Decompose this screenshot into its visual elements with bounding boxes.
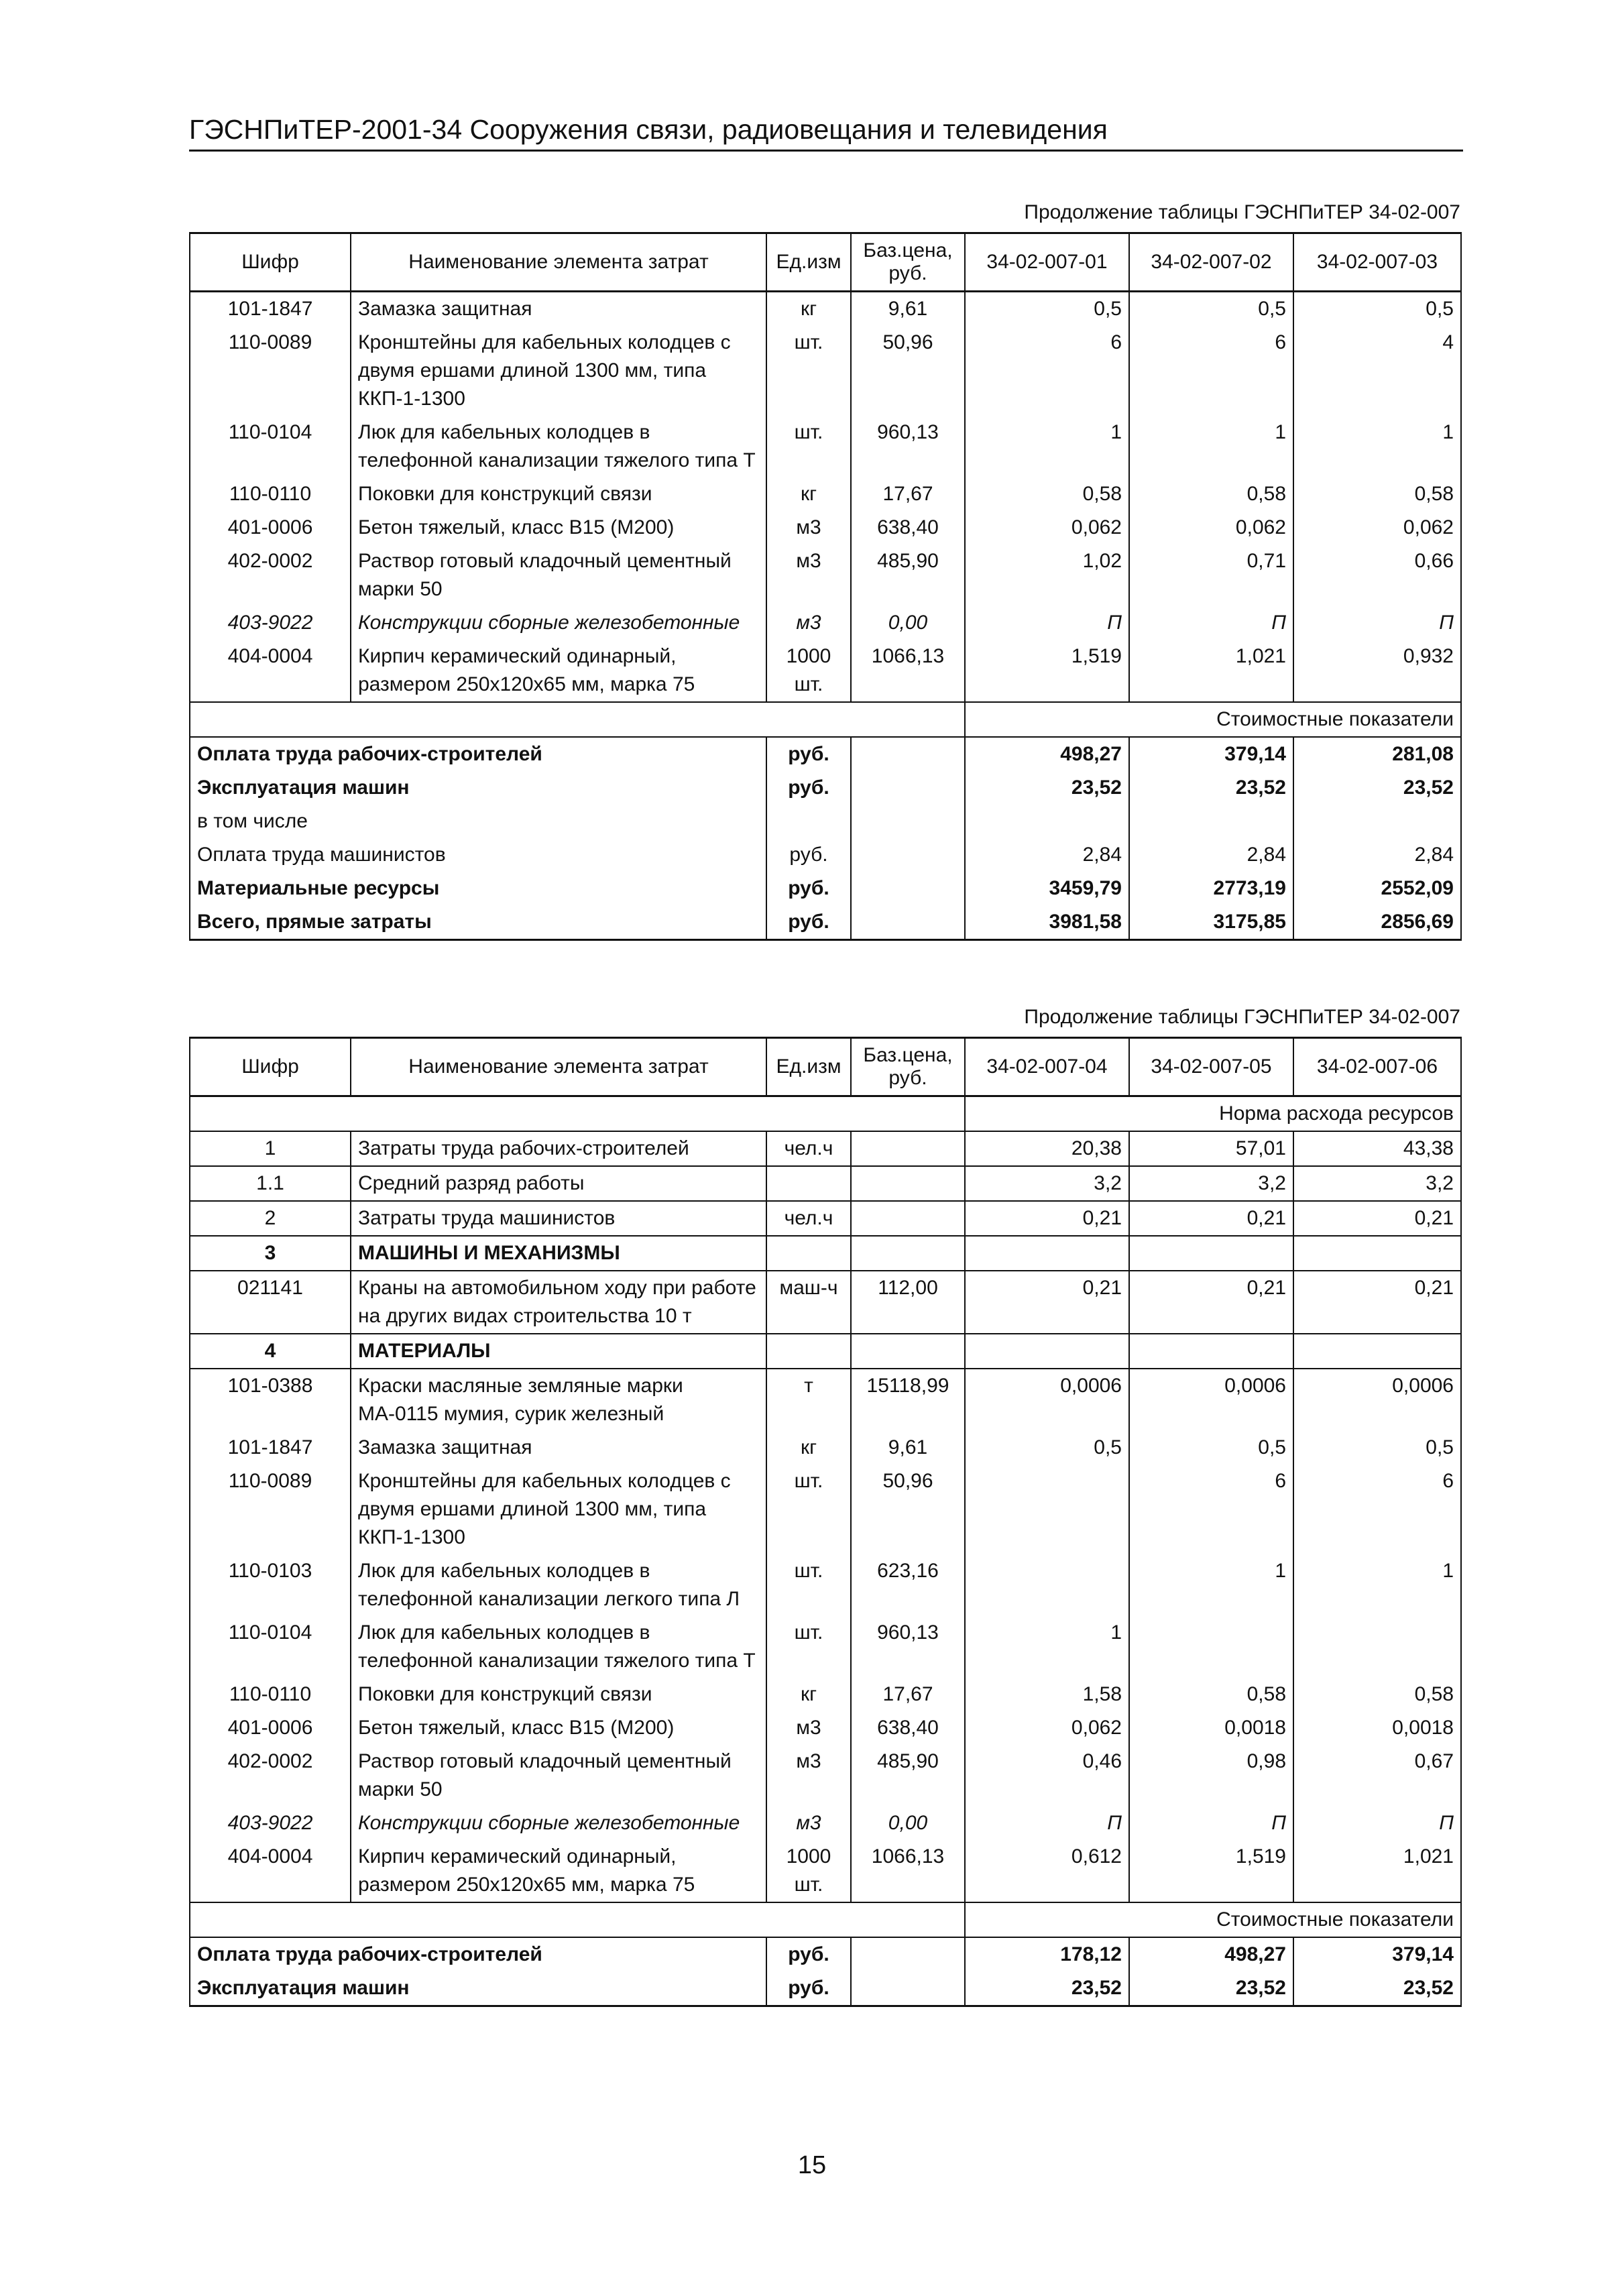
cell-v2: 0,21: [1129, 1271, 1293, 1334]
cell-v1: 1: [965, 416, 1129, 477]
cell-v1: 0,062: [965, 1711, 1129, 1745]
cell-v2: 0,0006: [1129, 1369, 1293, 1431]
cell-code: 110-0089: [190, 326, 351, 416]
col-header-norm-4: 34-02-007-04: [965, 1038, 1129, 1096]
summary-price: [851, 771, 965, 805]
summary-label: Оплата труда машинистов: [190, 838, 766, 872]
cell-name: Затраты труда рабочих-строителей: [351, 1131, 766, 1166]
summary-price: [851, 872, 965, 905]
table-row: [190, 1131, 1461, 1166]
cell-unit: [766, 1334, 851, 1369]
norm-label-row: [190, 1096, 1461, 1132]
cell-v3: 6: [1293, 1465, 1461, 1554]
cell-v2: [1129, 1616, 1293, 1678]
table-row: [190, 511, 1461, 544]
summary-v2: 23,52: [1129, 771, 1293, 805]
summary-v3: [1293, 805, 1461, 838]
cell-price: 0,00: [851, 606, 965, 640]
cell-v3: 0,932: [1293, 640, 1461, 702]
cell-unit: кг: [766, 1678, 851, 1711]
cell-price: 112,00: [851, 1271, 965, 1334]
cell-v1: 0,0006: [965, 1369, 1129, 1431]
cell-price: 15118,99: [851, 1369, 965, 1431]
summary-unit: руб.: [766, 1971, 851, 2006]
summary-price: [851, 905, 965, 940]
summary-unit: руб.: [766, 737, 851, 771]
cell-v1: 20,38: [965, 1131, 1129, 1166]
summary-label: в том числе: [190, 805, 766, 838]
cell-v3: 0,5: [1293, 1431, 1461, 1465]
cell-price: 50,96: [851, 326, 965, 416]
summary-v1: 2,84: [965, 838, 1129, 872]
table-row: [190, 477, 1461, 511]
cell-price: [851, 1131, 965, 1166]
cell-v2: 0,5: [1129, 1431, 1293, 1465]
cell-price: 17,67: [851, 477, 965, 511]
summary-row: [190, 771, 1461, 805]
col-header-unit: Ед.изм: [766, 1038, 851, 1096]
cell-price: 960,13: [851, 416, 965, 477]
cell-code: 403-9022: [190, 606, 351, 640]
cell-v1: 3,2: [965, 1166, 1129, 1201]
cell-code: 401-0006: [190, 511, 351, 544]
cell-v3: [1293, 1236, 1461, 1271]
col-header-price: Баз.цена, руб.: [851, 1038, 965, 1096]
table-row: [190, 1431, 1461, 1465]
summary-v1: 178,12: [965, 1937, 1129, 1971]
cell-v2: 1: [1129, 1554, 1293, 1616]
cell-v1: 0,5: [965, 1431, 1129, 1465]
cell-unit: 1000 шт.: [766, 640, 851, 702]
cell-price: 485,90: [851, 544, 965, 606]
cell-unit: шт.: [766, 326, 851, 416]
summary-v3: 281,08: [1293, 737, 1461, 771]
cell-price: 17,67: [851, 1678, 965, 1711]
spacer-cell: [190, 702, 965, 737]
summary-unit: руб.: [766, 838, 851, 872]
spacer-cell: [190, 1096, 965, 1132]
cell-code: 110-0104: [190, 416, 351, 477]
cell-code: 110-0110: [190, 1678, 351, 1711]
cell-name: Краны на автомобильном ходу при работе на других видах строительства 10 т: [351, 1271, 766, 1334]
cell-unit: м3: [766, 606, 851, 640]
cell-v2: 57,01: [1129, 1131, 1293, 1166]
table-row: [190, 1369, 1461, 1431]
cell-v3: 0,67: [1293, 1745, 1461, 1806]
summary-label: Оплата труда рабочих-строителей: [190, 1937, 766, 1971]
cell-price: [851, 1166, 965, 1201]
cell-price: 1066,13: [851, 1840, 965, 1902]
col-header-norm-3: 34-02-007-03: [1293, 233, 1461, 292]
cell-name: Конструкции сборные железобетонные: [351, 1806, 766, 1840]
cell-code: 021141: [190, 1271, 351, 1334]
cell-code: 4: [190, 1334, 351, 1369]
cell-name: Затраты труда машинистов: [351, 1201, 766, 1236]
section-label: Стоимостные показатели: [965, 1902, 1461, 1937]
cell-unit: м3: [766, 1711, 851, 1745]
cell-v3: 0,0018: [1293, 1711, 1461, 1745]
cell-price: 623,16: [851, 1554, 965, 1616]
cell-code: 404-0004: [190, 1840, 351, 1902]
summary-unit: [766, 805, 851, 838]
table-row: [190, 1201, 1461, 1236]
cell-price: [851, 1334, 965, 1369]
summary-v2: [1129, 805, 1293, 838]
cell-v2: 1: [1129, 416, 1293, 477]
cell-price: 9,61: [851, 292, 965, 327]
cell-v1: 0,21: [965, 1201, 1129, 1236]
summary-unit: руб.: [766, 872, 851, 905]
cell-code: 401-0006: [190, 1711, 351, 1745]
cell-unit: шт.: [766, 1465, 851, 1554]
cell-name: Краски масляные земляные марки МА-0115 мумия, сурик железный: [351, 1369, 766, 1431]
cell-v1: 0,5: [965, 292, 1129, 327]
cell-code: 404-0004: [190, 640, 351, 702]
cell-code: 110-0103: [190, 1554, 351, 1616]
table-row: [190, 640, 1461, 702]
summary-v1: 23,52: [965, 1971, 1129, 2006]
summary-v1: [965, 805, 1129, 838]
cell-v3: 1,021: [1293, 1840, 1461, 1902]
cell-v3: 3,2: [1293, 1166, 1461, 1201]
table-row: [190, 1334, 1461, 1369]
cell-v3: 0,21: [1293, 1271, 1461, 1334]
col-header-norm-1: 34-02-007-01: [965, 233, 1129, 292]
cell-v2: [1129, 1236, 1293, 1271]
cell-name: Средний разряд работы: [351, 1166, 766, 1201]
cell-v2: 0,21: [1129, 1201, 1293, 1236]
cell-code: 101-1847: [190, 292, 351, 327]
cell-name: Раствор готовый кладочный цементный марки 50: [351, 1745, 766, 1806]
summary-price: [851, 1937, 965, 1971]
cell-name: Кронштейны для кабельных колодцев с двумя ершами длиной 1300 мм, типа ККП-1-1300: [351, 326, 766, 416]
summary-row: [190, 737, 1461, 771]
summary-unit: руб.: [766, 771, 851, 805]
cell-name: Замазка защитная: [351, 292, 766, 327]
summary-v2: 2,84: [1129, 838, 1293, 872]
resource-table-1: [189, 232, 1462, 941]
page-header: ГЭСНПиТЕР-2001-34 Сооружения связи, радиовещания и телевидения: [189, 114, 1463, 152]
cell-v2: 0,58: [1129, 1678, 1293, 1711]
summary-v2: 498,27: [1129, 1937, 1293, 1971]
cell-v2: 6: [1129, 1465, 1293, 1554]
cell-code: 101-0388: [190, 1369, 351, 1431]
summary-row: [190, 872, 1461, 905]
summary-label: Оплата труда рабочих-строителей: [190, 737, 766, 771]
cell-unit: 1000 шт.: [766, 1840, 851, 1902]
table-row: [190, 1745, 1461, 1806]
cell-name: Конструкции сборные железобетонные: [351, 606, 766, 640]
cell-unit: маш-ч: [766, 1271, 851, 1334]
cell-unit: шт.: [766, 1554, 851, 1616]
cell-unit: м3: [766, 511, 851, 544]
cell-name: Бетон тяжелый, класс В15 (М200): [351, 1711, 766, 1745]
cell-v1: [965, 1465, 1129, 1554]
cell-price: 960,13: [851, 1616, 965, 1678]
summary-unit: руб.: [766, 1937, 851, 1971]
cell-v3: 0,21: [1293, 1201, 1461, 1236]
cell-v1: 1,519: [965, 640, 1129, 702]
col-header-price: Баз.цена, руб.: [851, 233, 965, 292]
summary-v2: 23,52: [1129, 1971, 1293, 2006]
cell-unit: шт.: [766, 416, 851, 477]
cell-v3: 0,062: [1293, 511, 1461, 544]
table-row: [190, 416, 1461, 477]
cell-v3: 0,58: [1293, 477, 1461, 511]
cell-price: 1066,13: [851, 640, 965, 702]
cell-code: 403-9022: [190, 1806, 351, 1840]
cell-v2: [1129, 1334, 1293, 1369]
table-row: [190, 326, 1461, 416]
cell-v2: 0,062: [1129, 511, 1293, 544]
table-row: [190, 292, 1461, 327]
cell-v1: 0,062: [965, 511, 1129, 544]
cell-code: 1: [190, 1131, 351, 1166]
table-row: [190, 1236, 1461, 1271]
summary-row: [190, 1971, 1461, 2006]
col-header-norm-6: 34-02-007-06: [1293, 1038, 1461, 1096]
summary-row: [190, 1937, 1461, 1971]
cell-code: 3: [190, 1236, 351, 1271]
cell-v3: 0,58: [1293, 1678, 1461, 1711]
cell-v1: 1,58: [965, 1678, 1129, 1711]
summary-row: [190, 838, 1461, 872]
cell-price: 50,96: [851, 1465, 965, 1554]
col-header-code: Шифр: [190, 233, 351, 292]
col-header-name: Наименование элемента затрат: [351, 233, 766, 292]
section-label-row: [190, 1902, 1461, 1937]
table-row: [190, 544, 1461, 606]
cell-v1: П: [965, 606, 1129, 640]
cell-name: Замазка защитная: [351, 1431, 766, 1465]
summary-label: Всего, прямые затраты: [190, 905, 766, 940]
summary-v2: 2773,19: [1129, 872, 1293, 905]
summary-price: [851, 1971, 965, 2006]
table2-header-row: [190, 1038, 1461, 1096]
summary-row: [190, 905, 1461, 940]
summary-v1: 3981,58: [965, 905, 1129, 940]
cell-v3: П: [1293, 606, 1461, 640]
table-row: [190, 1806, 1461, 1840]
cell-v1: [965, 1334, 1129, 1369]
cell-price: 9,61: [851, 1431, 965, 1465]
cell-v2: 0,58: [1129, 477, 1293, 511]
col-header-code: Шифр: [190, 1038, 351, 1096]
cell-unit: чел.ч: [766, 1201, 851, 1236]
cell-unit: [766, 1166, 851, 1201]
summary-v2: 379,14: [1129, 737, 1293, 771]
cell-unit: шт.: [766, 1616, 851, 1678]
cell-name: Кронштейны для кабельных колодцев с двумя ершами длиной 1300 мм, типа ККП-1-1300: [351, 1465, 766, 1554]
cell-v2: П: [1129, 606, 1293, 640]
table-row: [190, 1711, 1461, 1745]
cell-name: Поковки для конструкций связи: [351, 477, 766, 511]
cell-name: Поковки для конструкций связи: [351, 1678, 766, 1711]
cell-v3: 4: [1293, 326, 1461, 416]
cell-unit: м3: [766, 1745, 851, 1806]
cell-v3: 0,0006: [1293, 1369, 1461, 1431]
cell-name: Люк для кабельных колодцев в телефонной канализации легкого типа Л: [351, 1554, 766, 1616]
section-label-row: [190, 702, 1461, 737]
cell-name: МАТЕРИАЛЫ: [351, 1334, 766, 1369]
cell-code: 110-0089: [190, 1465, 351, 1554]
cell-v3: [1293, 1334, 1461, 1369]
cell-price: 638,40: [851, 511, 965, 544]
cell-v1: [965, 1236, 1129, 1271]
summary-price: [851, 805, 965, 838]
cell-unit: т: [766, 1369, 851, 1431]
cell-price: 638,40: [851, 1711, 965, 1745]
cell-v2: 6: [1129, 326, 1293, 416]
section-label: Стоимостные показатели: [965, 702, 1461, 737]
cell-name: Кирпич керамический одинарный, размером 250х120х65 мм, марка 75: [351, 1840, 766, 1902]
summary-v3: 23,52: [1293, 771, 1461, 805]
cell-v2: 3,2: [1129, 1166, 1293, 1201]
table-row: [190, 1166, 1461, 1201]
cell-name: Кирпич керамический одинарный, размером 250х120х65 мм, марка 75: [351, 640, 766, 702]
cell-code: 110-0104: [190, 1616, 351, 1678]
cell-v1: 0,21: [965, 1271, 1129, 1334]
cell-v1: 1: [965, 1616, 1129, 1678]
summary-label: Эксплуатация машин: [190, 1971, 766, 2006]
cell-code: 402-0002: [190, 1745, 351, 1806]
cell-unit: [766, 1236, 851, 1271]
cell-v2: 1,021: [1129, 640, 1293, 702]
cell-price: 485,90: [851, 1745, 965, 1806]
summary-v3: 23,52: [1293, 1971, 1461, 2006]
cell-name: Бетон тяжелый, класс В15 (М200): [351, 511, 766, 544]
spacer-cell: [190, 1902, 965, 1937]
cell-price: [851, 1201, 965, 1236]
table-row: [190, 1678, 1461, 1711]
cell-v1: П: [965, 1806, 1129, 1840]
cell-unit: кг: [766, 292, 851, 327]
summary-unit: руб.: [766, 905, 851, 940]
cell-v2: 0,5: [1129, 292, 1293, 327]
cell-v1: 0,46: [965, 1745, 1129, 1806]
cell-code: 2: [190, 1201, 351, 1236]
table-row: [190, 1465, 1461, 1554]
table-row: [190, 1840, 1461, 1902]
summary-row: [190, 805, 1461, 838]
cell-unit: кг: [766, 1431, 851, 1465]
cell-v2: 0,71: [1129, 544, 1293, 606]
cell-v3: П: [1293, 1806, 1461, 1840]
cell-name: МАШИНЫ И МЕХАНИЗМЫ: [351, 1236, 766, 1271]
cell-code: 101-1847: [190, 1431, 351, 1465]
table2-continuation-label: Продолжение таблицы ГЭСНПиТЕР 34-02-007: [1024, 1006, 1460, 1028]
cell-v3: 43,38: [1293, 1131, 1461, 1166]
cell-v3: 0,66: [1293, 544, 1461, 606]
cell-v2: 1,519: [1129, 1840, 1293, 1902]
cell-unit: м3: [766, 544, 851, 606]
summary-price: [851, 737, 965, 771]
cell-v1: 1,02: [965, 544, 1129, 606]
summary-price: [851, 838, 965, 872]
summary-label: Эксплуатация машин: [190, 771, 766, 805]
cell-v1: 6: [965, 326, 1129, 416]
summary-v3: 2552,09: [1293, 872, 1461, 905]
col-header-norm-2: 34-02-007-02: [1129, 233, 1293, 292]
cell-name: Люк для кабельных колодцев в телефонной канализации тяжелого типа Т: [351, 1616, 766, 1678]
cell-v3: 1: [1293, 416, 1461, 477]
cell-v1: [965, 1554, 1129, 1616]
cell-unit: м3: [766, 1806, 851, 1840]
norm-label: Норма расхода ресурсов: [965, 1096, 1461, 1132]
cell-name: Раствор готовый кладочный цементный марки 50: [351, 544, 766, 606]
summary-v1: 498,27: [965, 737, 1129, 771]
col-header-unit: Ед.изм: [766, 233, 851, 292]
cell-name: Люк для кабельных колодцев в телефонной канализации тяжелого типа Т: [351, 416, 766, 477]
cell-unit: чел.ч: [766, 1131, 851, 1166]
summary-v1: 3459,79: [965, 872, 1129, 905]
cell-price: [851, 1236, 965, 1271]
cell-v3: 0,5: [1293, 292, 1461, 327]
cell-v3: 1: [1293, 1554, 1461, 1616]
col-header-name: Наименование элемента затрат: [351, 1038, 766, 1096]
summary-v3: 2,84: [1293, 838, 1461, 872]
cell-v2: П: [1129, 1806, 1293, 1840]
summary-v2: 3175,85: [1129, 905, 1293, 940]
col-header-norm-5: 34-02-007-05: [1129, 1038, 1293, 1096]
table-row: [190, 1554, 1461, 1616]
table1-header-row: [190, 233, 1461, 292]
cell-code: 1.1: [190, 1166, 351, 1201]
table1-continuation-label: Продолжение таблицы ГЭСНПиТЕР 34-02-007: [1024, 201, 1460, 223]
summary-v1: 23,52: [965, 771, 1129, 805]
cell-code: 402-0002: [190, 544, 351, 606]
cell-v3: [1293, 1616, 1461, 1678]
summary-v3: 2856,69: [1293, 905, 1461, 940]
cell-v2: 0,98: [1129, 1745, 1293, 1806]
cell-code: 110-0110: [190, 477, 351, 511]
cell-unit: кг: [766, 477, 851, 511]
summary-label: Материальные ресурсы: [190, 872, 766, 905]
table-row: [190, 1271, 1461, 1334]
table-row: [190, 1616, 1461, 1678]
resource-table-2: [189, 1037, 1462, 2007]
page-number: 15: [797, 2151, 827, 2179]
cell-v1: 0,58: [965, 477, 1129, 511]
cell-v1: 0,612: [965, 1840, 1129, 1902]
cell-price: 0,00: [851, 1806, 965, 1840]
summary-v3: 379,14: [1293, 1937, 1461, 1971]
cell-v2: 0,0018: [1129, 1711, 1293, 1745]
table-row: [190, 606, 1461, 640]
